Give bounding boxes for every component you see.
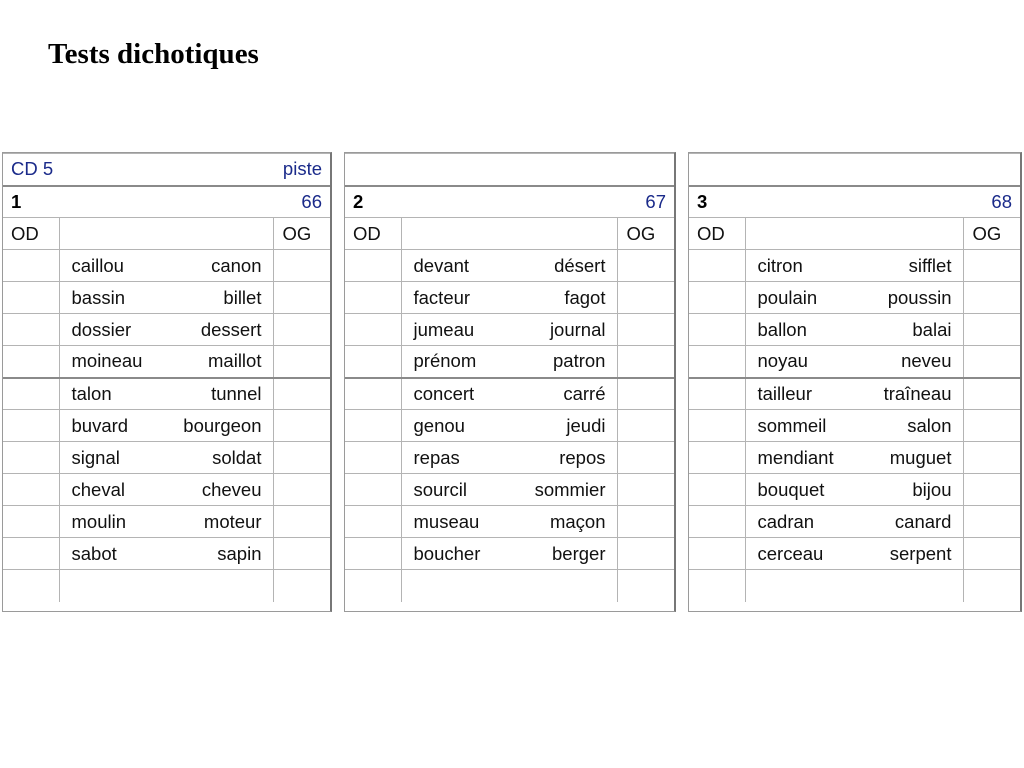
od-response-cell[interactable] bbox=[689, 410, 745, 442]
og-response-cell[interactable] bbox=[618, 570, 674, 602]
right-word: jeudi bbox=[566, 414, 606, 436]
left-word: ballon bbox=[757, 318, 807, 340]
word-pair-cell bbox=[745, 442, 964, 474]
word-pair-cell bbox=[401, 346, 618, 378]
word-pair-row bbox=[345, 314, 674, 346]
od-response-cell[interactable] bbox=[689, 314, 745, 346]
od-header: OD bbox=[345, 218, 401, 250]
cd-row bbox=[689, 154, 1020, 186]
word-pair-cell bbox=[745, 378, 964, 410]
left-word: noyau bbox=[757, 350, 808, 372]
word-pair-row bbox=[345, 250, 674, 282]
empty-row bbox=[345, 570, 674, 602]
word-pair bbox=[414, 543, 606, 565]
word-pair-cell bbox=[401, 314, 618, 346]
left-word: cerceau bbox=[757, 542, 824, 564]
cd-row bbox=[3, 154, 330, 186]
piste-label: piste bbox=[282, 158, 322, 180]
right-word: neveu bbox=[901, 350, 952, 372]
word-pair-cell bbox=[59, 282, 274, 314]
word-pair bbox=[758, 255, 952, 277]
right-word: poussin bbox=[887, 286, 952, 308]
right-word: serpent bbox=[889, 542, 952, 564]
word-pair-cell bbox=[401, 442, 618, 474]
list-number-cell bbox=[689, 186, 1020, 218]
right-word: maçon bbox=[549, 510, 606, 532]
word-pair-cell bbox=[59, 346, 274, 378]
og-response-cell[interactable] bbox=[618, 538, 674, 570]
word-pair bbox=[414, 511, 606, 533]
right-word: fagot bbox=[564, 286, 606, 308]
od-response-cell[interactable] bbox=[3, 378, 59, 410]
og-header: OG bbox=[618, 218, 674, 250]
word-pair-cell bbox=[745, 474, 964, 506]
word-pair-cell bbox=[745, 250, 964, 282]
word-list-table bbox=[3, 153, 330, 602]
og-response-cell[interactable] bbox=[274, 346, 330, 378]
right-word: salon bbox=[907, 414, 952, 436]
og-response-cell[interactable] bbox=[618, 250, 674, 282]
og-response-cell[interactable] bbox=[964, 410, 1020, 442]
og-response-cell[interactable] bbox=[274, 378, 330, 410]
right-word: désert bbox=[554, 254, 606, 276]
left-word: museau bbox=[413, 510, 480, 532]
od-response-cell[interactable] bbox=[3, 538, 59, 570]
og-response-cell[interactable] bbox=[274, 538, 330, 570]
word-pair-row bbox=[3, 314, 330, 346]
cd-cell bbox=[689, 154, 1020, 186]
right-word: bijou bbox=[912, 478, 952, 500]
list-number: 2 bbox=[353, 190, 364, 212]
ear-header-row bbox=[3, 218, 330, 250]
od-response-cell[interactable] bbox=[3, 474, 59, 506]
track-number: 67 bbox=[645, 190, 666, 212]
right-word: soldat bbox=[212, 446, 262, 468]
empty-word-cell bbox=[401, 570, 618, 602]
word-pair-cell bbox=[401, 250, 618, 282]
og-response-cell[interactable] bbox=[274, 314, 330, 346]
cd-header bbox=[11, 158, 322, 180]
og-response-cell[interactable] bbox=[964, 538, 1020, 570]
word-pair-row bbox=[689, 538, 1020, 570]
word-pair-row bbox=[3, 442, 330, 474]
left-word: genou bbox=[413, 414, 465, 436]
page-title: Tests dichotiques bbox=[48, 38, 259, 70]
word-pair-cell bbox=[59, 250, 274, 282]
empty-row bbox=[3, 570, 330, 602]
word-pair-row bbox=[345, 474, 674, 506]
word-pair bbox=[72, 543, 262, 565]
word-pair bbox=[72, 447, 262, 469]
od-response-cell[interactable] bbox=[3, 250, 59, 282]
word-pair-row bbox=[689, 474, 1020, 506]
word-pair bbox=[414, 447, 606, 469]
left-word: boucher bbox=[413, 542, 481, 564]
od-response-cell[interactable] bbox=[345, 474, 401, 506]
word-pair-row bbox=[689, 442, 1020, 474]
cd-label: CD 5 bbox=[11, 158, 54, 180]
word-pair-row bbox=[689, 506, 1020, 538]
word-pair bbox=[414, 479, 606, 501]
word-pair-cell bbox=[401, 538, 618, 570]
word-pair-cell bbox=[59, 474, 274, 506]
od-response-cell[interactable] bbox=[3, 442, 59, 474]
od-response-cell[interactable] bbox=[689, 570, 745, 602]
word-pair bbox=[414, 319, 606, 341]
word-pair-row bbox=[689, 410, 1020, 442]
word-pair-cell bbox=[401, 282, 618, 314]
list-number-row bbox=[345, 186, 674, 218]
og-response-cell[interactable] bbox=[274, 282, 330, 314]
cd-cell bbox=[3, 154, 330, 186]
word-pair-row bbox=[689, 282, 1020, 314]
od-response-cell[interactable] bbox=[3, 282, 59, 314]
og-response-cell[interactable] bbox=[618, 346, 674, 378]
left-word: bouquet bbox=[757, 478, 825, 500]
ear-header-row bbox=[689, 218, 1020, 250]
od-response-cell[interactable] bbox=[689, 538, 745, 570]
og-response-cell[interactable] bbox=[274, 442, 330, 474]
od-response-cell[interactable] bbox=[345, 538, 401, 570]
word-pair bbox=[72, 415, 262, 437]
word-pair-cell bbox=[59, 538, 274, 570]
words-header bbox=[745, 218, 964, 250]
right-word: maillot bbox=[208, 350, 262, 372]
og-response-cell[interactable] bbox=[618, 506, 674, 538]
od-response-cell[interactable] bbox=[345, 346, 401, 378]
empty-row bbox=[689, 570, 1020, 602]
og-response-cell[interactable] bbox=[964, 506, 1020, 538]
od-response-cell[interactable] bbox=[345, 314, 401, 346]
og-response-cell[interactable] bbox=[618, 474, 674, 506]
right-word: moteur bbox=[203, 510, 262, 532]
left-word: devant bbox=[413, 254, 470, 276]
right-word: berger bbox=[552, 542, 606, 564]
word-pair-row bbox=[345, 410, 674, 442]
od-response-cell[interactable] bbox=[689, 506, 745, 538]
word-pair-row bbox=[345, 378, 674, 410]
left-word: sommeil bbox=[757, 414, 827, 436]
left-word: concert bbox=[413, 382, 475, 404]
od-response-cell[interactable] bbox=[3, 506, 59, 538]
list-number: 1 bbox=[11, 190, 22, 212]
left-word: caillou bbox=[71, 254, 124, 276]
og-response-cell[interactable] bbox=[618, 314, 674, 346]
od-header: OD bbox=[3, 218, 59, 250]
right-word: traîneau bbox=[883, 382, 952, 404]
left-word: moineau bbox=[71, 350, 143, 372]
list-panel-1 bbox=[2, 152, 332, 612]
left-word: citron bbox=[757, 254, 803, 276]
word-pair-cell bbox=[401, 410, 618, 442]
word-pair bbox=[758, 479, 952, 501]
word-pair bbox=[758, 511, 952, 533]
word-pair bbox=[758, 447, 952, 469]
og-response-cell[interactable] bbox=[964, 474, 1020, 506]
right-word: muguet bbox=[889, 446, 952, 468]
right-word: repos bbox=[559, 446, 606, 468]
word-pair bbox=[758, 415, 952, 437]
og-response-cell[interactable] bbox=[274, 506, 330, 538]
word-pair bbox=[72, 350, 262, 372]
word-pair-row bbox=[345, 346, 674, 378]
left-word: tailleur bbox=[757, 382, 812, 404]
word-pair-cell bbox=[59, 378, 274, 410]
track-number: 68 bbox=[991, 190, 1012, 212]
left-word: prénom bbox=[413, 350, 477, 372]
og-header: OG bbox=[274, 218, 330, 250]
left-word: buvard bbox=[71, 414, 129, 436]
word-pair-cell bbox=[745, 506, 964, 538]
word-pair bbox=[72, 511, 262, 533]
right-word: cheveu bbox=[201, 478, 262, 500]
og-response-cell[interactable] bbox=[274, 250, 330, 282]
left-word: signal bbox=[71, 446, 120, 468]
words-header bbox=[401, 218, 618, 250]
right-word: billet bbox=[223, 286, 262, 308]
word-pair bbox=[72, 383, 262, 405]
og-response-cell[interactable] bbox=[964, 378, 1020, 410]
word-pair-row bbox=[3, 538, 330, 570]
right-word: sifflet bbox=[908, 254, 952, 276]
cd-cell bbox=[345, 154, 674, 186]
left-word: bassin bbox=[71, 286, 125, 308]
word-pair-row bbox=[3, 378, 330, 410]
word-pair bbox=[758, 543, 952, 565]
og-response-cell[interactable] bbox=[618, 442, 674, 474]
word-pair-row bbox=[345, 506, 674, 538]
list-number: 3 bbox=[697, 190, 708, 212]
od-response-cell[interactable] bbox=[689, 346, 745, 378]
right-word: sommier bbox=[534, 478, 606, 500]
og-response-cell[interactable] bbox=[964, 346, 1020, 378]
word-pair-cell bbox=[745, 410, 964, 442]
left-word: jumeau bbox=[413, 318, 475, 340]
od-response-cell[interactable] bbox=[689, 378, 745, 410]
od-response-cell[interactable] bbox=[689, 282, 745, 314]
og-response-cell[interactable] bbox=[618, 410, 674, 442]
word-pair-row bbox=[345, 442, 674, 474]
right-word: balai bbox=[912, 318, 952, 340]
og-response-cell[interactable] bbox=[964, 570, 1020, 602]
od-response-cell[interactable] bbox=[345, 506, 401, 538]
word-pair-row bbox=[345, 282, 674, 314]
left-word: moulin bbox=[71, 510, 126, 532]
word-pair-cell bbox=[745, 282, 964, 314]
word-pair-cell bbox=[59, 410, 274, 442]
left-word: repas bbox=[413, 446, 460, 468]
og-response-cell[interactable] bbox=[964, 314, 1020, 346]
word-pair-cell bbox=[401, 506, 618, 538]
word-pair bbox=[758, 383, 952, 405]
word-pair-cell bbox=[745, 346, 964, 378]
word-pair-cell bbox=[59, 314, 274, 346]
word-pair-cell bbox=[59, 506, 274, 538]
list-number-row bbox=[3, 186, 330, 218]
word-pair-cell bbox=[745, 314, 964, 346]
empty-word-cell bbox=[745, 570, 964, 602]
left-word: sabot bbox=[71, 542, 117, 564]
od-response-cell[interactable] bbox=[345, 570, 401, 602]
word-pair bbox=[758, 319, 952, 341]
right-word: carré bbox=[563, 382, 606, 404]
word-pair bbox=[72, 479, 262, 501]
list-number-header bbox=[11, 191, 322, 213]
word-pair-row bbox=[689, 314, 1020, 346]
od-response-cell[interactable] bbox=[689, 474, 745, 506]
list-number-header bbox=[353, 191, 666, 213]
track-number: 66 bbox=[301, 190, 322, 212]
word-pair-cell bbox=[59, 442, 274, 474]
od-response-cell[interactable] bbox=[345, 378, 401, 410]
og-response-cell[interactable] bbox=[618, 378, 674, 410]
od-header: OD bbox=[689, 218, 745, 250]
list-number-row bbox=[689, 186, 1020, 218]
left-word: sourcil bbox=[413, 478, 467, 500]
og-response-cell[interactable] bbox=[964, 282, 1020, 314]
od-response-cell[interactable] bbox=[345, 442, 401, 474]
right-word: journal bbox=[549, 318, 606, 340]
word-pair bbox=[758, 350, 952, 372]
og-response-cell[interactable] bbox=[274, 570, 330, 602]
od-response-cell[interactable] bbox=[3, 410, 59, 442]
word-pair-cell bbox=[401, 378, 618, 410]
list-number-cell bbox=[3, 186, 330, 218]
od-response-cell[interactable] bbox=[345, 282, 401, 314]
og-header: OG bbox=[964, 218, 1020, 250]
word-pair-cell bbox=[745, 538, 964, 570]
left-word: mendiant bbox=[757, 446, 834, 468]
right-word: canon bbox=[211, 254, 262, 276]
left-word: facteur bbox=[413, 286, 471, 308]
right-word: canard bbox=[894, 510, 952, 532]
right-word: patron bbox=[553, 350, 606, 372]
og-response-cell[interactable] bbox=[618, 282, 674, 314]
list-panel-3 bbox=[688, 152, 1022, 612]
word-list-table bbox=[345, 153, 674, 602]
list-panel-2 bbox=[344, 152, 676, 612]
og-response-cell[interactable] bbox=[274, 474, 330, 506]
right-word: tunnel bbox=[211, 382, 262, 404]
word-pair bbox=[758, 287, 952, 309]
words-header bbox=[59, 218, 274, 250]
word-pair-row bbox=[3, 474, 330, 506]
og-response-cell[interactable] bbox=[964, 250, 1020, 282]
word-pair bbox=[414, 350, 606, 372]
right-word: dessert bbox=[200, 318, 262, 340]
word-pair-cell bbox=[401, 474, 618, 506]
og-response-cell[interactable] bbox=[964, 442, 1020, 474]
word-pair-row bbox=[3, 506, 330, 538]
od-response-cell[interactable] bbox=[345, 250, 401, 282]
word-pair-row bbox=[3, 346, 330, 378]
ear-header-row bbox=[345, 218, 674, 250]
right-word: sapin bbox=[217, 542, 262, 564]
word-pair-row bbox=[3, 410, 330, 442]
od-response-cell[interactable] bbox=[3, 314, 59, 346]
right-word: bourgeon bbox=[183, 414, 262, 436]
left-word: poulain bbox=[757, 286, 818, 308]
word-pair-row bbox=[3, 250, 330, 282]
od-response-cell[interactable] bbox=[689, 442, 745, 474]
left-word: cheval bbox=[71, 478, 125, 500]
word-pair bbox=[414, 287, 606, 309]
word-pair bbox=[414, 383, 606, 405]
left-word: dossier bbox=[71, 318, 132, 340]
empty-word-cell bbox=[59, 570, 274, 602]
word-pair-row bbox=[345, 538, 674, 570]
word-pair bbox=[414, 255, 606, 277]
word-pair bbox=[414, 415, 606, 437]
od-response-cell[interactable] bbox=[345, 410, 401, 442]
word-list-table bbox=[689, 153, 1020, 602]
word-pair bbox=[72, 255, 262, 277]
od-response-cell[interactable] bbox=[3, 346, 59, 378]
word-pair-row bbox=[689, 378, 1020, 410]
list-number-header bbox=[697, 191, 1012, 213]
word-pair-row bbox=[689, 250, 1020, 282]
word-pair-row bbox=[3, 282, 330, 314]
cd-row bbox=[345, 154, 674, 186]
word-pair-row bbox=[689, 346, 1020, 378]
od-response-cell[interactable] bbox=[689, 250, 745, 282]
word-pair bbox=[72, 287, 262, 309]
left-word: cadran bbox=[757, 510, 815, 532]
od-response-cell[interactable] bbox=[3, 570, 59, 602]
og-response-cell[interactable] bbox=[274, 410, 330, 442]
word-pair bbox=[72, 319, 262, 341]
list-number-cell bbox=[345, 186, 674, 218]
left-word: talon bbox=[71, 382, 112, 404]
